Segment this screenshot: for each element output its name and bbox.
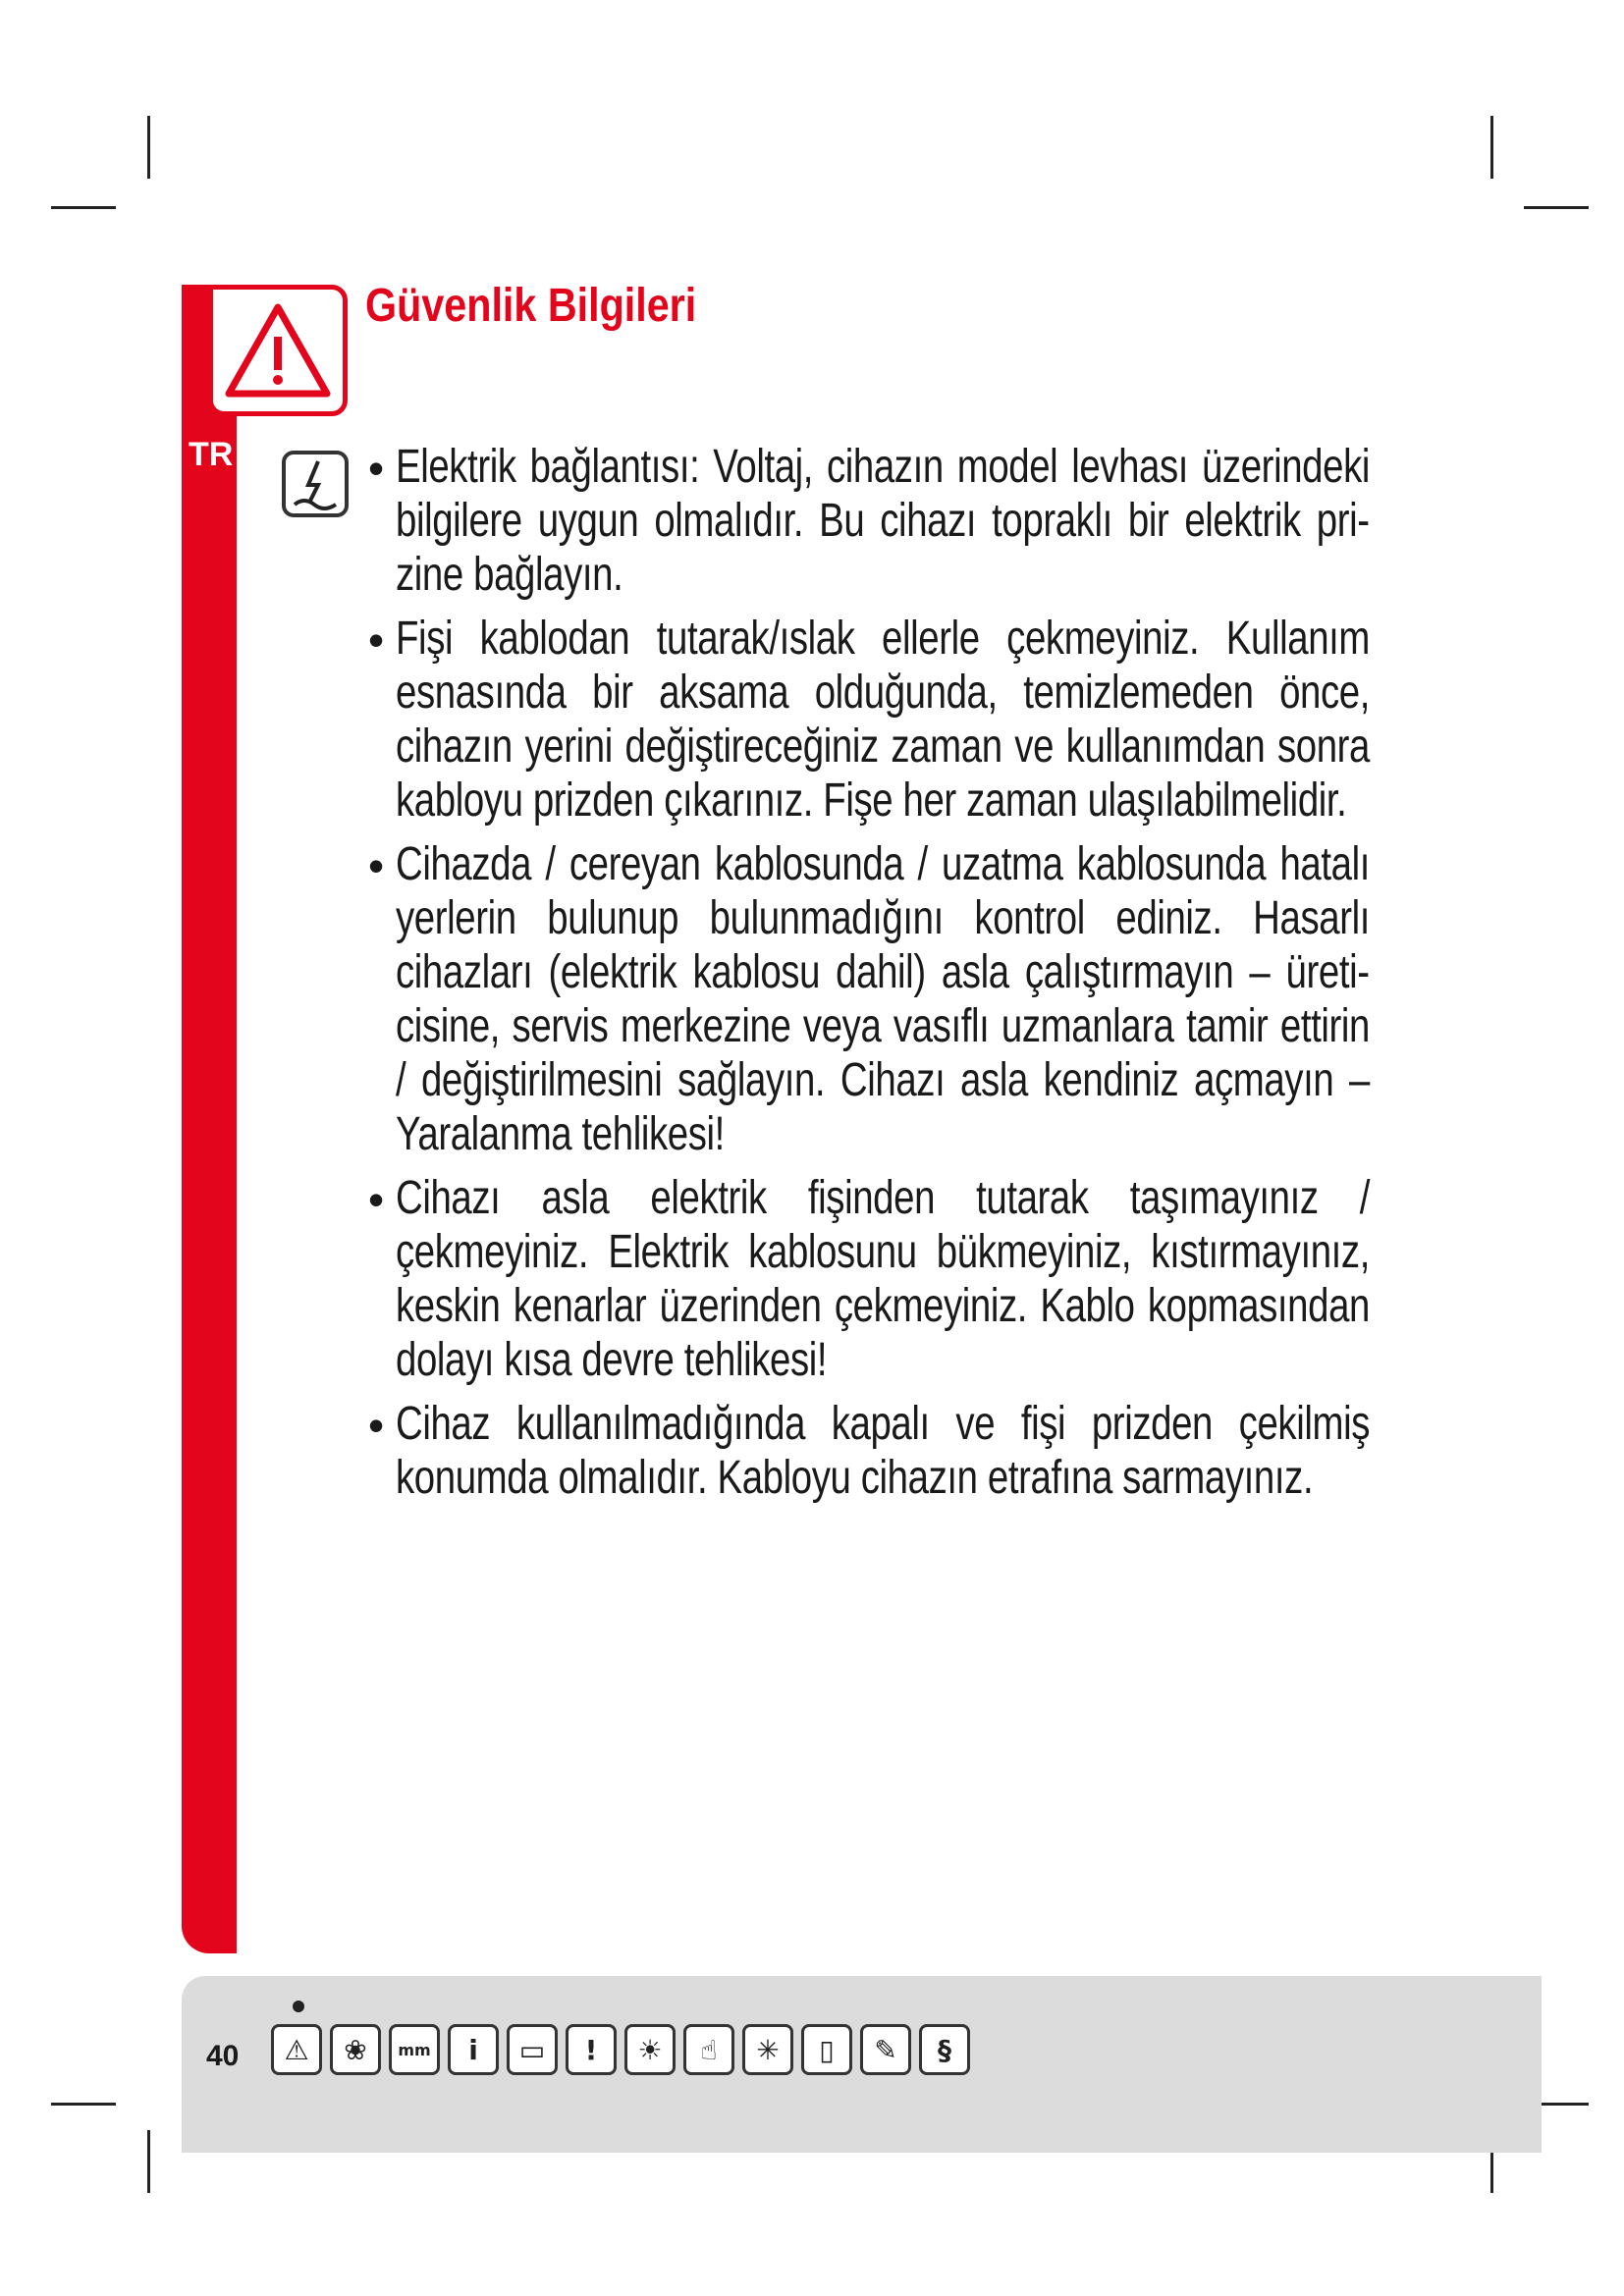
crop-mark xyxy=(51,206,116,209)
safety-content xyxy=(368,440,1370,1515)
crop-mark xyxy=(1524,206,1589,209)
crop-mark xyxy=(147,2130,150,2193)
bullet-marker: • xyxy=(368,840,385,891)
warning-header-box xyxy=(208,285,348,416)
page-title: Güvenlik Bilgileri xyxy=(365,280,697,332)
measurement-icon[interactable]: mm xyxy=(389,2024,440,2075)
active-section-dot xyxy=(293,2001,304,2012)
disposal-bin-icon[interactable]: ▯ xyxy=(801,2024,852,2075)
list-item-text: Elektrik bağlantısı: Voltaj, cihazın model levhası üzerindeki bilgilere uygun olmalıdır. Bu cihazı topraklı bir elektrik prizine bağlayın. xyxy=(396,441,1370,601)
electric-shock-icon xyxy=(281,450,350,518)
tip-lightbulb-icon[interactable]: ☀ xyxy=(624,2024,676,2075)
list-item xyxy=(368,837,1370,1161)
bullet-marker: • xyxy=(368,1400,385,1451)
language-tab: TR xyxy=(189,436,234,473)
list-item-text: Fişi kablodan tutarak/ıslak ellerle çekmeyiniz. Kullanım esnasında bir aksama olduğunda, temizlemeden önce, cihazın yerini değiştireceğiniz zaman ve kullanımdan sonra kabloyu prizden çıkarınız. Fişe her zaman ulaşılabilmelidir. xyxy=(396,613,1370,827)
crop-mark xyxy=(51,2103,116,2106)
list-item xyxy=(368,1171,1370,1387)
info-icon[interactable]: i xyxy=(448,2024,499,2075)
list-item xyxy=(368,1397,1370,1505)
environment-icon[interactable]: ❀ xyxy=(330,2024,381,2075)
bullet-marker: • xyxy=(368,1174,385,1225)
notes-pencil-icon[interactable]: ✎ xyxy=(860,2024,911,2075)
warning-triangle-icon xyxy=(225,301,331,400)
side-accent-bar xyxy=(182,285,237,1953)
cleaning-icon[interactable]: ✳ xyxy=(742,2024,793,2075)
page-number: 40 xyxy=(206,2040,240,2072)
list-item xyxy=(368,440,1370,602)
bullet-marker: • xyxy=(368,614,385,666)
operation-hand-icon[interactable]: ☝ xyxy=(683,2024,734,2075)
important-icon[interactable]: ! xyxy=(566,2024,617,2075)
crop-mark xyxy=(147,116,150,179)
list-item-text: Cihazı asla elektrik fişinden tutarak taşımayınız / çekmeyiniz. Elektrik kablosunu bükmeyiniz, kıstırmayınız, keskin kenarlar üzerinden çekmeyiniz. Kablo kopmasından dolayı kısa devre tehlikesi! xyxy=(396,1172,1370,1386)
bullet-marker: • xyxy=(368,443,385,494)
list-item-text: Cihazda / cereyan kablosunda / uzatma kablosunda hatalı yerlerin bulunup bulunmadığını kontrol ediniz. Hasarlı cihazları (elektrik kablosu dahil) asla çalıştırmayın – üreticisine, servis merkezine veya vasıflı uzmanlara tamir ettirin / değiştirilmesini sağlayın. Cihazı asla kendiniz açmayın – Yaralanma tehlikesi! xyxy=(396,838,1370,1160)
section-icon-nav xyxy=(271,2024,970,2075)
list-item xyxy=(368,612,1370,828)
warning-triangle-icon[interactable]: ⚠ xyxy=(271,2024,322,2075)
crop-mark xyxy=(1490,116,1493,179)
battery-icon[interactable]: ▭ xyxy=(507,2024,558,2075)
list-item-text: Cihaz kullanılmadığında kapalı ve fişi prizden çekilmiş konumda olmalıdır. Kabloyu cihazın etrafına sarmayınız. xyxy=(396,1398,1370,1504)
legal-section-icon[interactable]: § xyxy=(919,2024,970,2075)
